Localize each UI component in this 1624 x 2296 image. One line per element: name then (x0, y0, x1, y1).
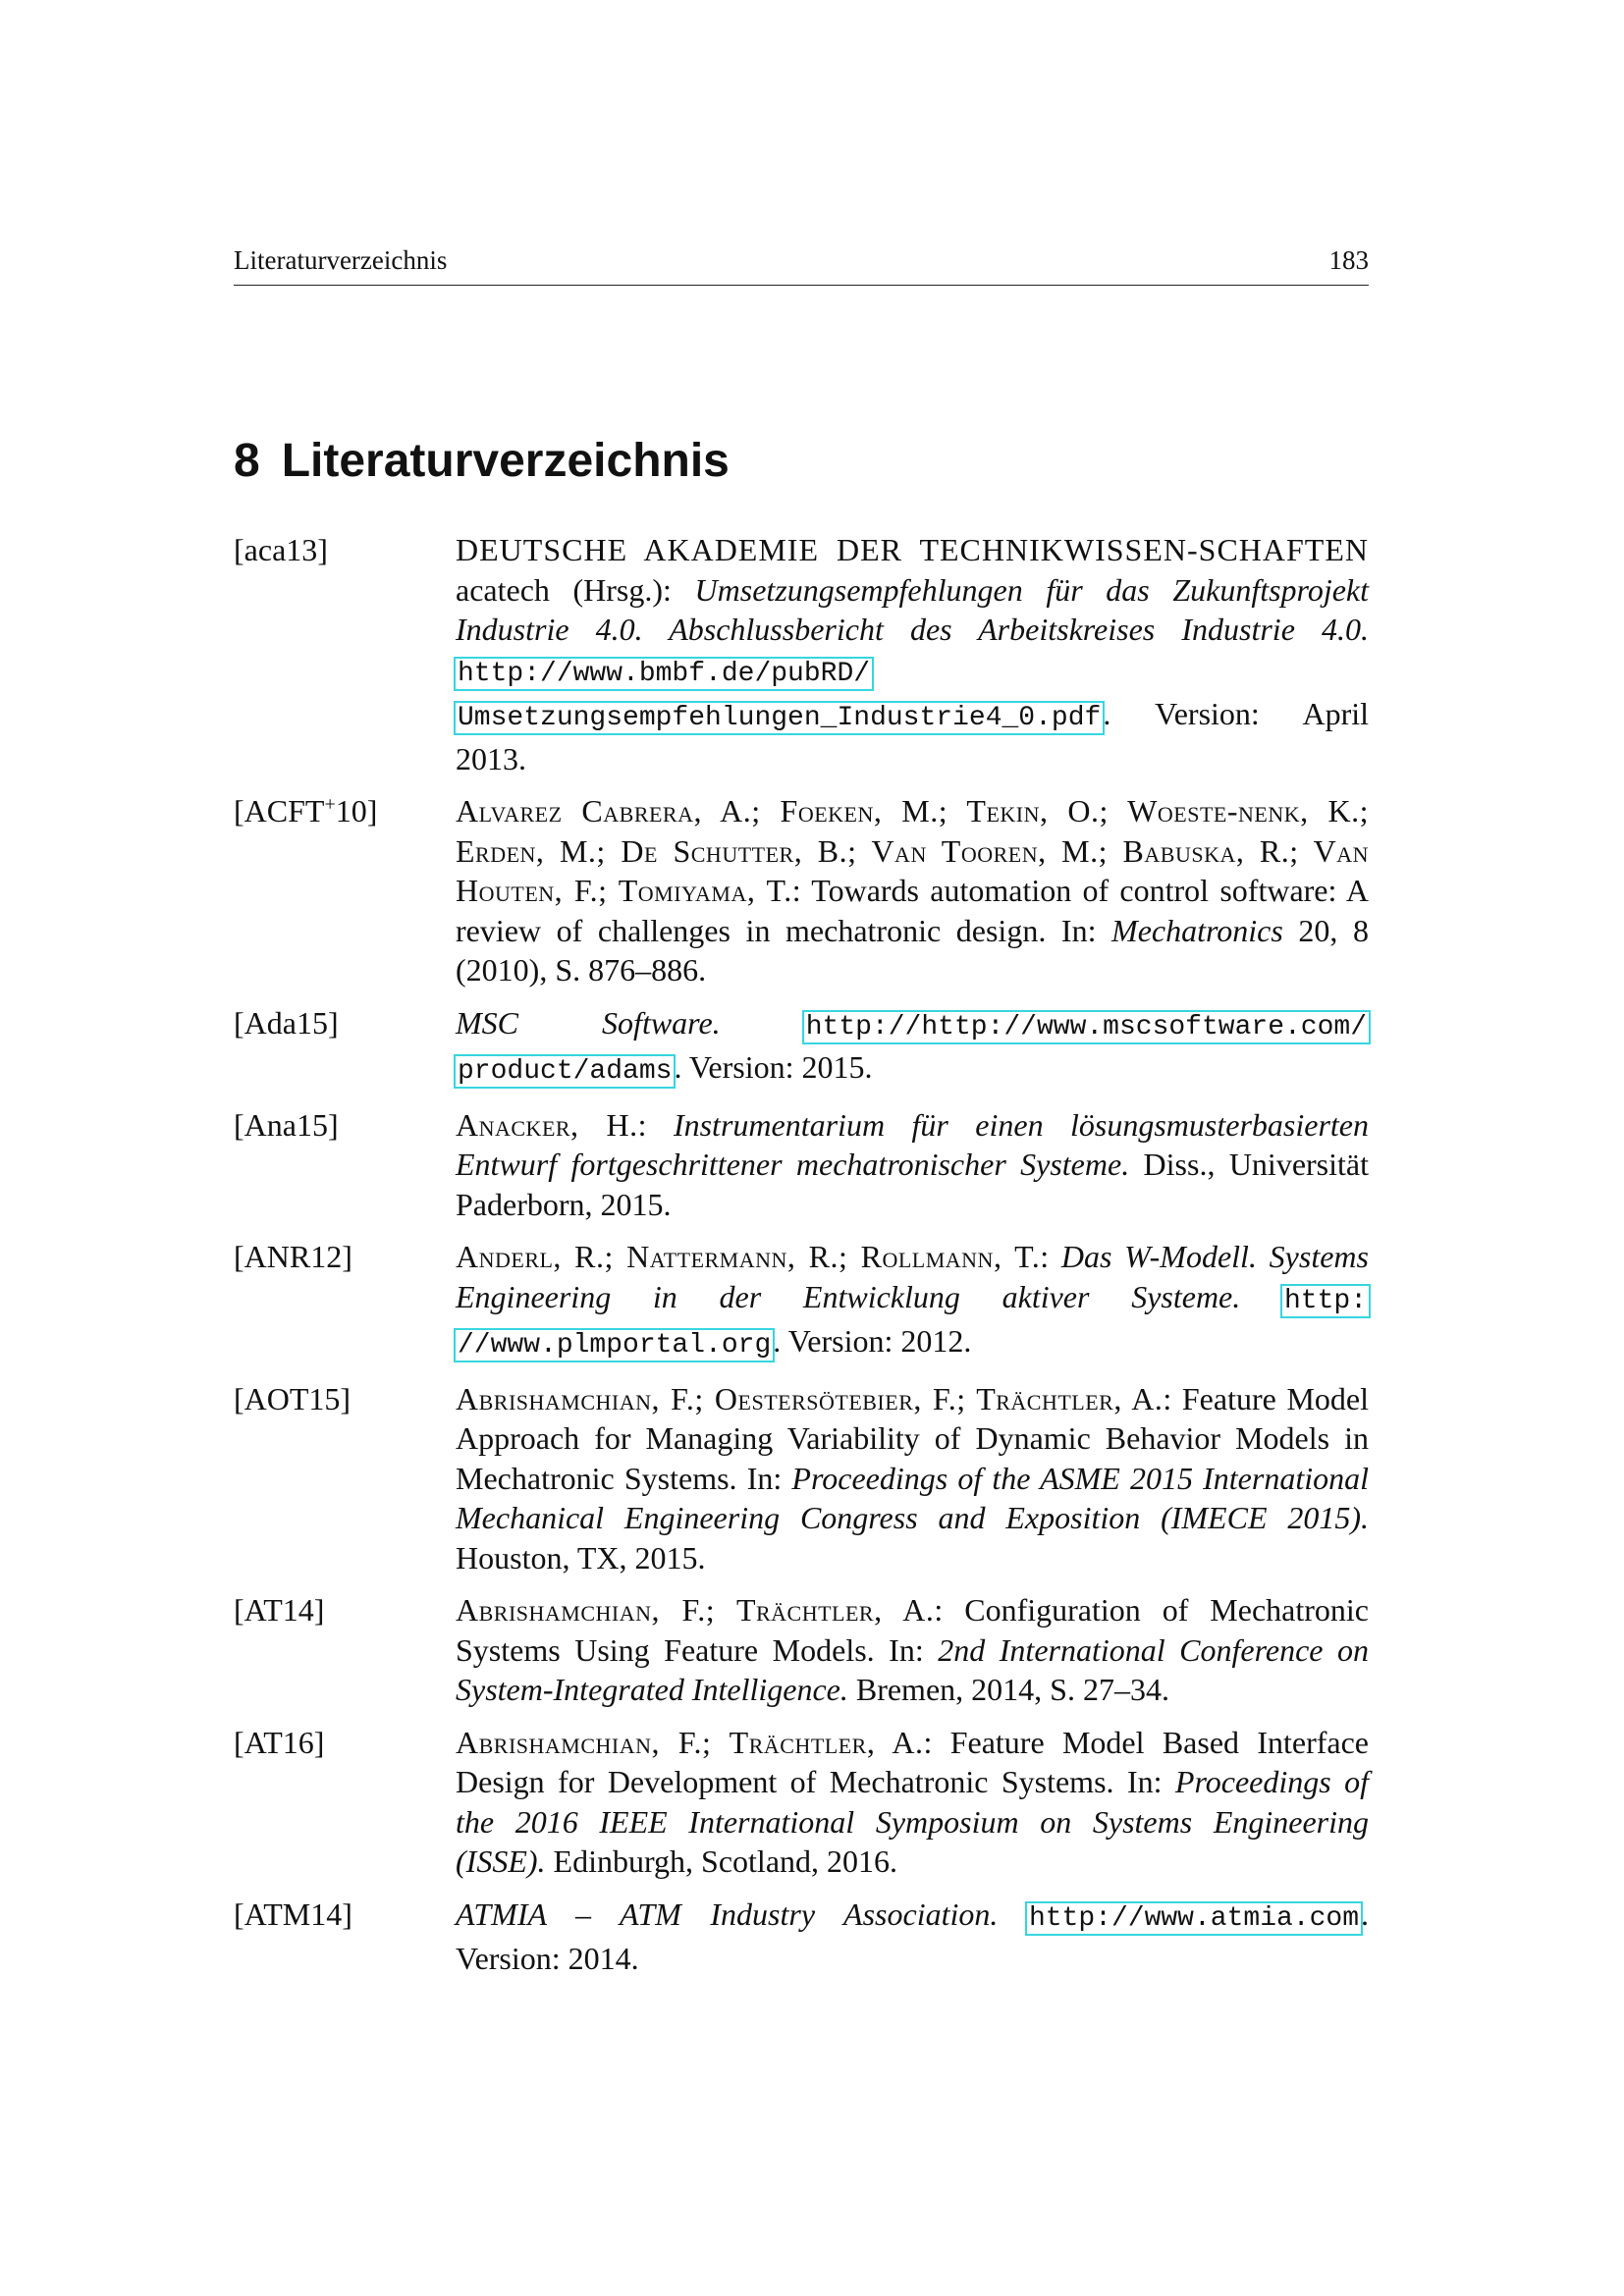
reference-text: Bremen, 2014, S. 27–34. (847, 1672, 1169, 1707)
reference-body (456, 1590, 1369, 1710)
reference-link[interactable]: http://www.atmia.com (1028, 1902, 1360, 1934)
reference-body: Anacker, H.: Instrumentarium für einen lösungsmusterbasierten Entwurf fortgeschrittener mechatronischer Systeme. Diss., Universität Paderborn, 2015. (456, 1106, 1370, 1222)
reference-at14 (234, 1590, 1369, 1710)
reference-key: [ATM14] (234, 1896, 352, 1932)
reference-text: Edinburgh, Scotland, 2016. (545, 1843, 898, 1879)
reference-link[interactable]: //www.plmportal.org (458, 1330, 772, 1361)
reference-ana15 (234, 1105, 1369, 1225)
reference-body (456, 530, 1369, 778)
reference-text: 20, 8 (2010), S. 876–886. (456, 912, 1369, 988)
reference-text: . Version: 2015. (674, 1049, 873, 1085)
reference-title: Das W-Modell. Systems Engineering in der Entwicklung aktiver Systeme. (456, 1239, 1369, 1314)
reference-title: ATMIA – ATM Industry Association. (456, 1896, 999, 1932)
reference-body (456, 791, 1369, 990)
reference-key: [Ada15] (234, 1004, 339, 1041)
running-header (234, 245, 1369, 286)
reference-link[interactable]: http: (1284, 1285, 1368, 1316)
chapter-heading (234, 434, 730, 488)
reference-acft10 (234, 791, 1369, 990)
reference-body (456, 1003, 1369, 1093)
reference-body (456, 1895, 1369, 1979)
reference-key: [AOT15] (234, 1380, 352, 1416)
reference-key-sup: + (324, 793, 336, 816)
reference-aca13 (234, 530, 1369, 778)
reference-text: : Feature Model Approach for Managing Variability of Dynamic Behavior Models in Mechatronic Systems. In: (456, 1380, 1370, 1496)
reference-venue: Proceedings of the ASME 2015 International Mechanical Engineering Congress and Exposition (IMECE 2015). (456, 1460, 1370, 1535)
reference-venue: Proceedings of the 2016 IEEE International Symposium on Systems Engineering (ISSE). (456, 1764, 1370, 1879)
reference-link[interactable]: Umsetzungsempfehlungen_Industrie4_0.pdf (458, 703, 1102, 733)
reference-key-end: 10] (335, 793, 378, 828)
reference-title: Umsetzungsempfehlungen für das Zukunftsprojekt Industrie 4.0. Abschlussbericht des Arbeitskreises Industrie 4.0. (456, 571, 1370, 647)
reference-venue: 2nd International Conference on System-Integrated Intelligence. (456, 1631, 1370, 1707)
reference-key: [AT16] (234, 1724, 325, 1760)
reference-author: Anacker, H. (456, 1106, 638, 1143)
reference-text: . Version: 2012. (773, 1323, 972, 1359)
chapter-number: 8 (234, 435, 260, 487)
reference-author: Abrishamchian, F.; Trächtler, A. (456, 1592, 935, 1628)
reference-link[interactable]: product/adams (458, 1056, 673, 1087)
reference-text: Diss., Universität Paderborn, 2015. (456, 1147, 1370, 1222)
reference-atm14 (234, 1895, 1369, 1979)
reference-key: [ANR12] (234, 1239, 352, 1274)
reference-at16 (234, 1723, 1369, 1882)
running-title: Literaturverzeichnis (234, 245, 448, 275)
reference-text: . Version: 2014. (456, 1896, 1370, 1976)
reference-author: Abrishamchian, F.; Trächtler, A. (456, 1724, 924, 1760)
reference-link[interactable]: http://www.bmbf.de/pubRD/ (458, 658, 871, 689)
reference-author: Anderl, R.; Nattermann, R.; Rollmann, T. (456, 1239, 1041, 1274)
reference-author: Abrishamchian, F.; Oestersötebier, F.; Trächtler, A. (456, 1380, 1164, 1416)
reference-title: Instrumentarium für einen lösungsmusterbasierten Entwurf fortgeschrittener mechatronischer Systeme. (456, 1106, 1369, 1182)
reference-author: DEUTSCHE AKADEMIE DER TECHNIKWISSEN-SCHAFTEN (456, 532, 1369, 567)
reference-text: acatech (Hrsg.): (456, 571, 695, 608)
reference-text: : Configuration of Mechatronic Systems Using Feature Models. In: (456, 1592, 1369, 1668)
page-number: 183 (1328, 245, 1369, 275)
reference-key: [Ana15] (234, 1106, 339, 1143)
reference-body: Anderl, R.; Nattermann, R.; Rollmann, T.: Das W-Modell. Systems Engineering in der Entwicklung aktiver Systeme. http: //www.plmportal.org. Version: 2012. (456, 1239, 1369, 1361)
reference-author: Alvarez Cabrera, A.; Foeken, M.; Tekin, O.; Woeste-nenk, K.; Erden, M.; De Schutter, B.; Van Tooren, M.; Babuska, R.; Van Houten, F.; Tomiyama, T. (456, 793, 1369, 908)
reference-key (234, 791, 456, 990)
reference-text: . Version: April 2013. (456, 696, 1369, 776)
reference-link[interactable]: http://http://www.mscsoftware.com/ (805, 1011, 1368, 1042)
reference-body (456, 1723, 1369, 1882)
reference-aot15 (234, 1379, 1369, 1578)
reference-text: : Towards automation of control software: A review of challenges in mechatronic design. In: (456, 873, 1370, 948)
reference-text: : Feature Model Based Interface Design for Development of Mechatronic Systems. In: (456, 1724, 1369, 1799)
reference-key: [aca13] (234, 532, 328, 567)
reference-text: Houston, TX, 2015. (456, 1539, 706, 1575)
chapter-title: Literaturverzeichnis (281, 435, 730, 487)
reference-key-base: [ACFT (234, 793, 325, 828)
reference-body (456, 1379, 1369, 1578)
reference-list (234, 530, 1369, 1992)
reference-venue: Mechatronics (1111, 912, 1283, 948)
reference-ada15 (234, 1003, 1369, 1093)
reference-key: [AT14] (234, 1592, 325, 1628)
reference-title: MSC Software. (456, 1004, 721, 1041)
reference-anr12 (234, 1237, 1369, 1366)
